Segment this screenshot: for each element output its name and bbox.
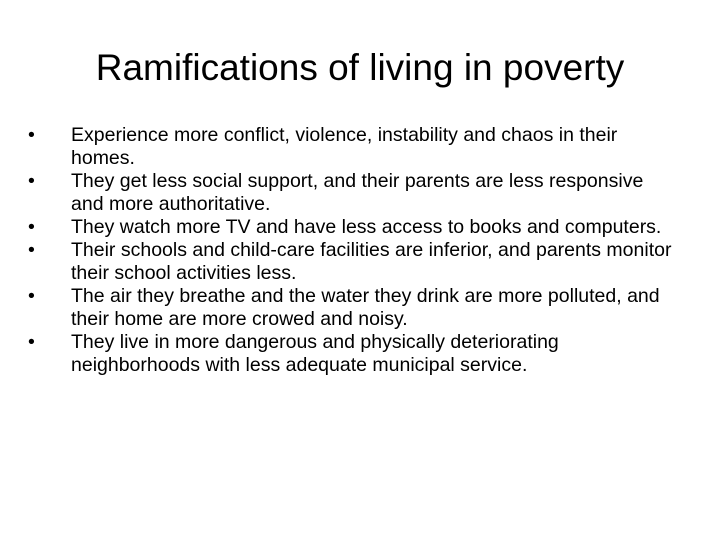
bullet-item [28,285,678,331]
bullet-icon: • [28,239,35,261]
bullet-item [28,170,678,216]
bullet-text: The air they breathe and the water they drink are more polluted, and their home are more crowed and noisy. [71,285,660,330]
bullet-item [28,216,678,239]
bullet-item [28,239,678,285]
bullet-list [28,124,678,377]
bullet-item [28,331,678,377]
bullet-text: Experience more conflict, violence, instability and chaos in their homes. [71,124,618,169]
bullet-text: They get less social support, and their parents are less responsive and more authoritative. [71,170,644,215]
bullet-text: They watch more TV and have less access to books and computers. [71,216,662,238]
bullet-icon: • [28,170,35,192]
bullet-icon: • [28,331,35,353]
bullet-icon: • [28,124,35,146]
bullet-text: They live in more dangerous and physically deteriorating neighborhoods with less adequate municipal service. [71,331,559,376]
slide-title: Ramifications of living in poverty [95,47,625,88]
bullet-icon: • [28,285,35,307]
bullet-icon: • [28,216,35,238]
bullet-item [28,124,678,170]
bullet-text: Their schools and child-care facilities are inferior, and parents monitor their school activities less. [71,239,672,284]
